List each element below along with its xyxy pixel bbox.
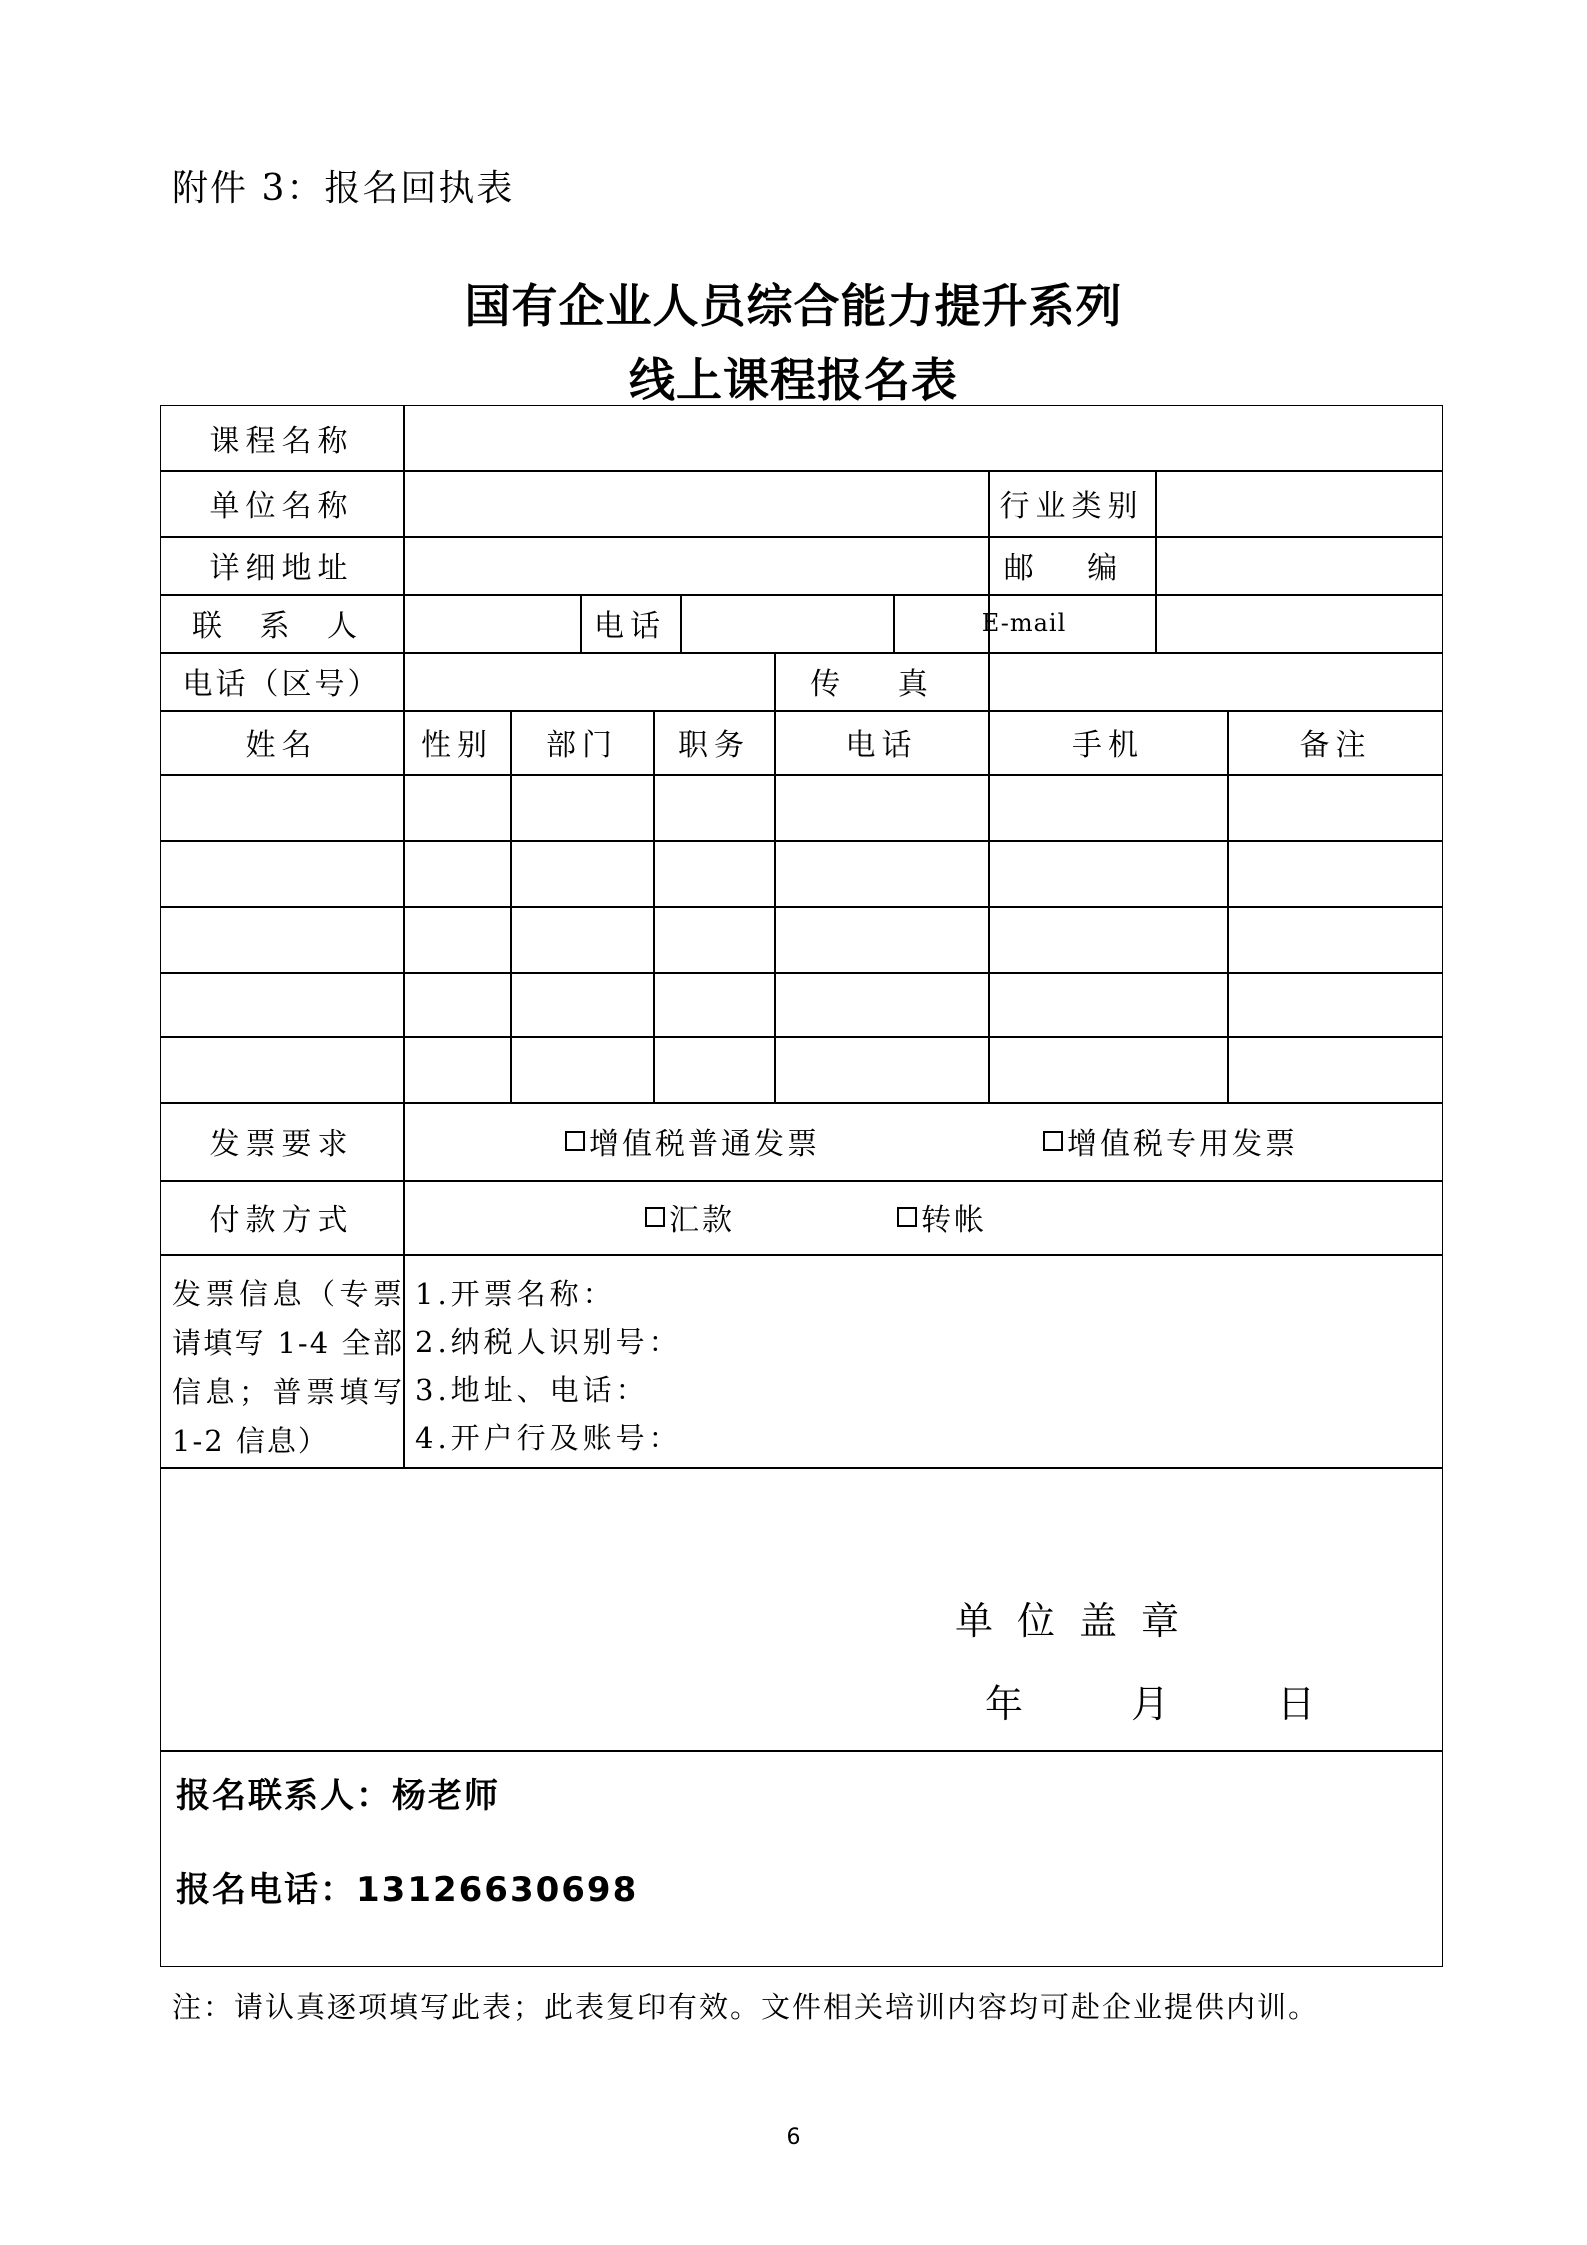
invoice-info-line[interactable]: 2.纳税人识别号： [415,1325,682,1359]
email-field[interactable] [1156,594,1443,652]
cell-mobile[interactable] [989,1037,1227,1102]
cell-name[interactable] [160,1037,403,1102]
registration-phone: 报名电话：13126630698 [176,1870,639,1910]
address-field[interactable] [404,536,988,594]
header-department: 部门 [546,728,618,763]
phone-area-field[interactable] [404,652,774,710]
contact-phone-field[interactable] [681,594,893,652]
header-gender: 性别 [421,728,493,763]
fax-field[interactable] [989,652,1443,710]
checkbox-icon [897,1207,917,1227]
cell-remarks[interactable] [1228,775,1443,840]
industry-field[interactable] [1156,470,1443,536]
date-label: 年 月 日 [985,1682,1364,1726]
cell-position[interactable] [654,1037,774,1102]
row-divider [160,1467,1443,1469]
payment-remit-label: 汇款 [669,1203,735,1238]
cell-gender[interactable] [404,973,510,1036]
cell-phone[interactable] [775,907,988,972]
invoice-general-checkbox[interactable] [565,1102,895,1180]
form-note: 注：请认真逐项填写此表；此表复印有效。文件相关培训内容均可赴企业提供内训。 [172,1990,1320,2024]
email-label: E-mail [981,609,1067,637]
cell-mobile[interactable] [989,973,1227,1036]
cell-remarks[interactable] [1228,1037,1443,1102]
cell-phone[interactable] [775,775,988,840]
postcode-field[interactable] [1156,536,1443,594]
cell-mobile[interactable] [989,775,1227,840]
attachment-label: 附件 3：报名回执表 [172,168,515,209]
row-divider [160,1254,1443,1256]
cell-phone[interactable] [775,1037,988,1102]
cell-mobile[interactable] [989,907,1227,972]
invoice-special-label: 增值税专用发票 [1067,1127,1298,1162]
cell-position[interactable] [654,907,774,972]
cell-gender[interactable] [404,841,510,906]
invoice-general-label: 增值税普通发票 [589,1127,820,1162]
header-mobile: 手机 [1072,728,1144,763]
cell-position[interactable] [654,841,774,906]
cell-remarks[interactable] [1228,841,1443,906]
invoice-info-label: 发票信息（专票请填写 1-4 全部信息；普票填写 1-2 信息） [172,1277,404,1458]
cell-position[interactable] [654,973,774,1036]
cell-department[interactable] [511,841,653,906]
cell-position[interactable] [654,775,774,840]
cell-name[interactable] [160,973,403,1036]
cell-remarks[interactable] [1228,907,1443,972]
cell-phone[interactable] [775,973,988,1036]
contact-phone-label: 电话 [594,609,666,644]
cell-department[interactable] [511,775,653,840]
header-name: 姓名 [245,728,318,763]
form-title-line1: 国有企业人员综合能力提升系列 [464,279,1123,333]
cell-mobile[interactable] [989,841,1227,906]
header-position: 职务 [678,728,750,763]
payment-transfer-label: 转帐 [921,1203,987,1238]
postcode-label: 邮 编 [1003,551,1140,586]
invoice-info-line[interactable]: 1.开票名称： [415,1277,616,1311]
page-number: 6 [786,2125,801,2150]
org-name-label: 单位名称 [209,489,354,524]
phone-area-label: 电话（区号） [182,667,381,702]
fax-label: 传 真 [810,667,952,702]
payment-transfer-checkbox[interactable] [897,1180,1047,1254]
form-title-line2: 线上课程报名表 [629,353,958,407]
cell-gender[interactable] [404,907,510,972]
invoice-info-line[interactable]: 3.地址、电话： [415,1373,649,1407]
payment-method-label: 付款方式 [209,1203,354,1238]
checkbox-icon [565,1131,585,1151]
seal-label: 单位盖章 [955,1599,1204,1643]
cell-name[interactable] [160,841,403,906]
industry-label: 行业类别 [999,489,1144,524]
invoice-requirement-label: 发票要求 [209,1127,354,1162]
checkbox-icon [1043,1131,1063,1151]
cell-name[interactable] [160,775,403,840]
cell-gender[interactable] [404,1037,510,1102]
cell-department[interactable] [511,907,653,972]
row-divider [160,1750,1443,1752]
cell-gender[interactable] [404,775,510,840]
cell-remarks[interactable] [1228,973,1443,1036]
header-remarks: 备注 [1299,728,1372,763]
checkbox-icon [645,1207,665,1227]
contact-person-label: 联 系 人 [191,609,372,644]
contact-person-field[interactable] [404,594,580,652]
cell-name[interactable] [160,907,403,972]
course-name-label: 课程名称 [209,423,354,459]
payment-remit-checkbox[interactable] [645,1180,795,1254]
header-phone: 电话 [845,728,918,763]
address-label: 详细地址 [209,551,354,586]
course-name-field[interactable] [404,405,1443,470]
invoice-special-checkbox[interactable] [1043,1102,1373,1180]
cell-phone[interactable] [775,841,988,906]
cell-department[interactable] [511,973,653,1036]
cell-department[interactable] [511,1037,653,1102]
org-name-field[interactable] [404,470,988,536]
registration-contact-person: 报名联系人：杨老师 [176,1776,500,1816]
invoice-info-line[interactable]: 4.开户行及账号： [415,1421,682,1455]
